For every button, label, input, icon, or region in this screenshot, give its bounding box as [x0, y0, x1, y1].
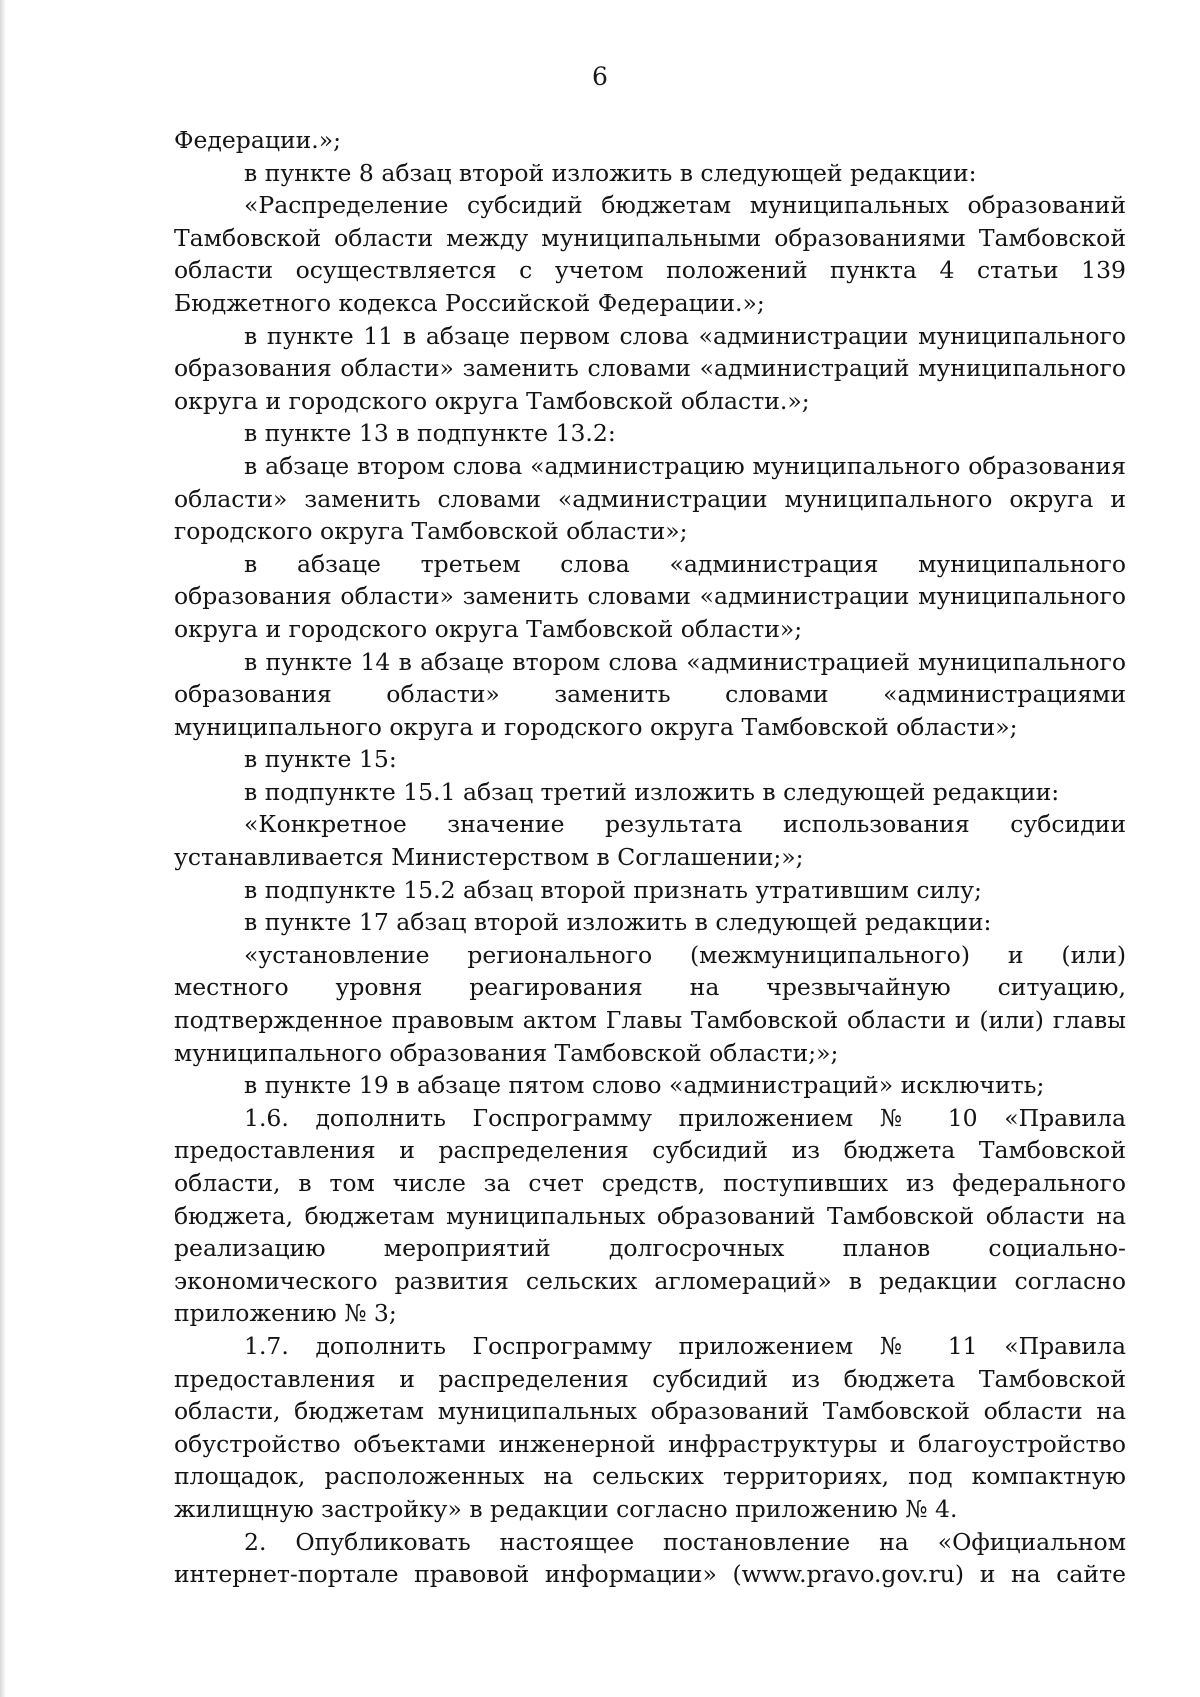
- scan-edge-shadow: [0, 0, 6, 1697]
- paragraph: «Конкретное значение результата использования субсидии устанавливается Министерством в Соглашении;»;: [174, 810, 1126, 872]
- paragraph: в пункте 14 в абзаце втором слова «администрацией муниципального образования области» заменить словами «администрациями муниципального округа и городского округа Тамбовской области»;: [174, 647, 1126, 741]
- paragraph: «установление регионального (межмуниципального) и (или) местного уровня реагирования на чрезвычайную ситуацию, подтвержденное правовым актом Главы Тамбовской области и (или) главы муниципального образования Тамбовской области;»;: [174, 940, 1126, 1067]
- paragraph: 1.6. дополнить Госпрограмму приложением № 10 «Правила предоставления и распределения субсидий из бюджета Тамбовской области, в том числе за счет средств, поступивших из федерального бюджета, бюджетам муниципальных образований Тамбовской области на реализацию мероприятий долгосрочных планов социально-экономического развития сельских агломераций» в редакции согласно приложению № 3;: [174, 1103, 1126, 1328]
- paragraph: в пункте 11 в абзаце первом слова «администрации муниципального образования области» заменить словами «администраций муниципального округа и городского округа Тамбовской области.»;: [174, 321, 1126, 415]
- paragraph: «Распределение субсидий бюджетам муниципальных образований Тамбовской области между муниципальными образованиями Тамбовской области осуществляется с учетом положений пункта 4 статьи 139 Бюджетного кодекса Российской Федерации.»;: [174, 191, 1126, 317]
- document-body: [174, 124, 1126, 1591]
- page-number: 6: [592, 62, 608, 91]
- paragraph: в пункте 19 в абзаце пятом слово «администраций» исключить;: [244, 1071, 1045, 1100]
- paragraph: 1.7. дополнить Госпрограмму приложением № 11 «Правила предоставления и распределения субсидий из бюджета Тамбовской области, бюджетам муниципальных образований Тамбовской области на обустройство объектами инженерной инфраструктуры и благоустройство площадок, расположенных на сельских территориях, под компактную жилищную застройку» в редакции согласно приложению № 4.: [174, 1331, 1126, 1523]
- paragraph: в пункте 8 абзац второй изложить в следующей редакции:: [244, 158, 977, 187]
- paragraph: в абзаце третьем слова «администрация муниципального образования области» заменить словами «администрации муниципального округа и городского округа Тамбовской области»;: [174, 549, 1126, 643]
- paragraph: 2. Опубликовать настоящее постановление на «Официальном интернет-портале правовой информации» (www.pravo.gov.ru) и на сайте: [174, 1527, 1126, 1589]
- paragraph: в абзаце втором слова «администрацию муниципального образования области» заменить словами «администрации муниципального округа и городского округа Тамбовской области»;: [174, 451, 1126, 546]
- paragraph: Федерации.»;: [174, 126, 342, 154]
- paragraph: в подпункте 15.1 абзац третий изложить в следующей редакции:: [244, 777, 1060, 806]
- paragraph: в подпункте 15.2 абзац второй признать утратившим силу;: [244, 875, 982, 904]
- paragraph: в пункте 15:: [244, 745, 397, 774]
- paragraph: в пункте 13 в подпункте 13.2:: [244, 419, 616, 448]
- paragraph: в пункте 17 абзац второй изложить в следующей редакции:: [244, 908, 992, 937]
